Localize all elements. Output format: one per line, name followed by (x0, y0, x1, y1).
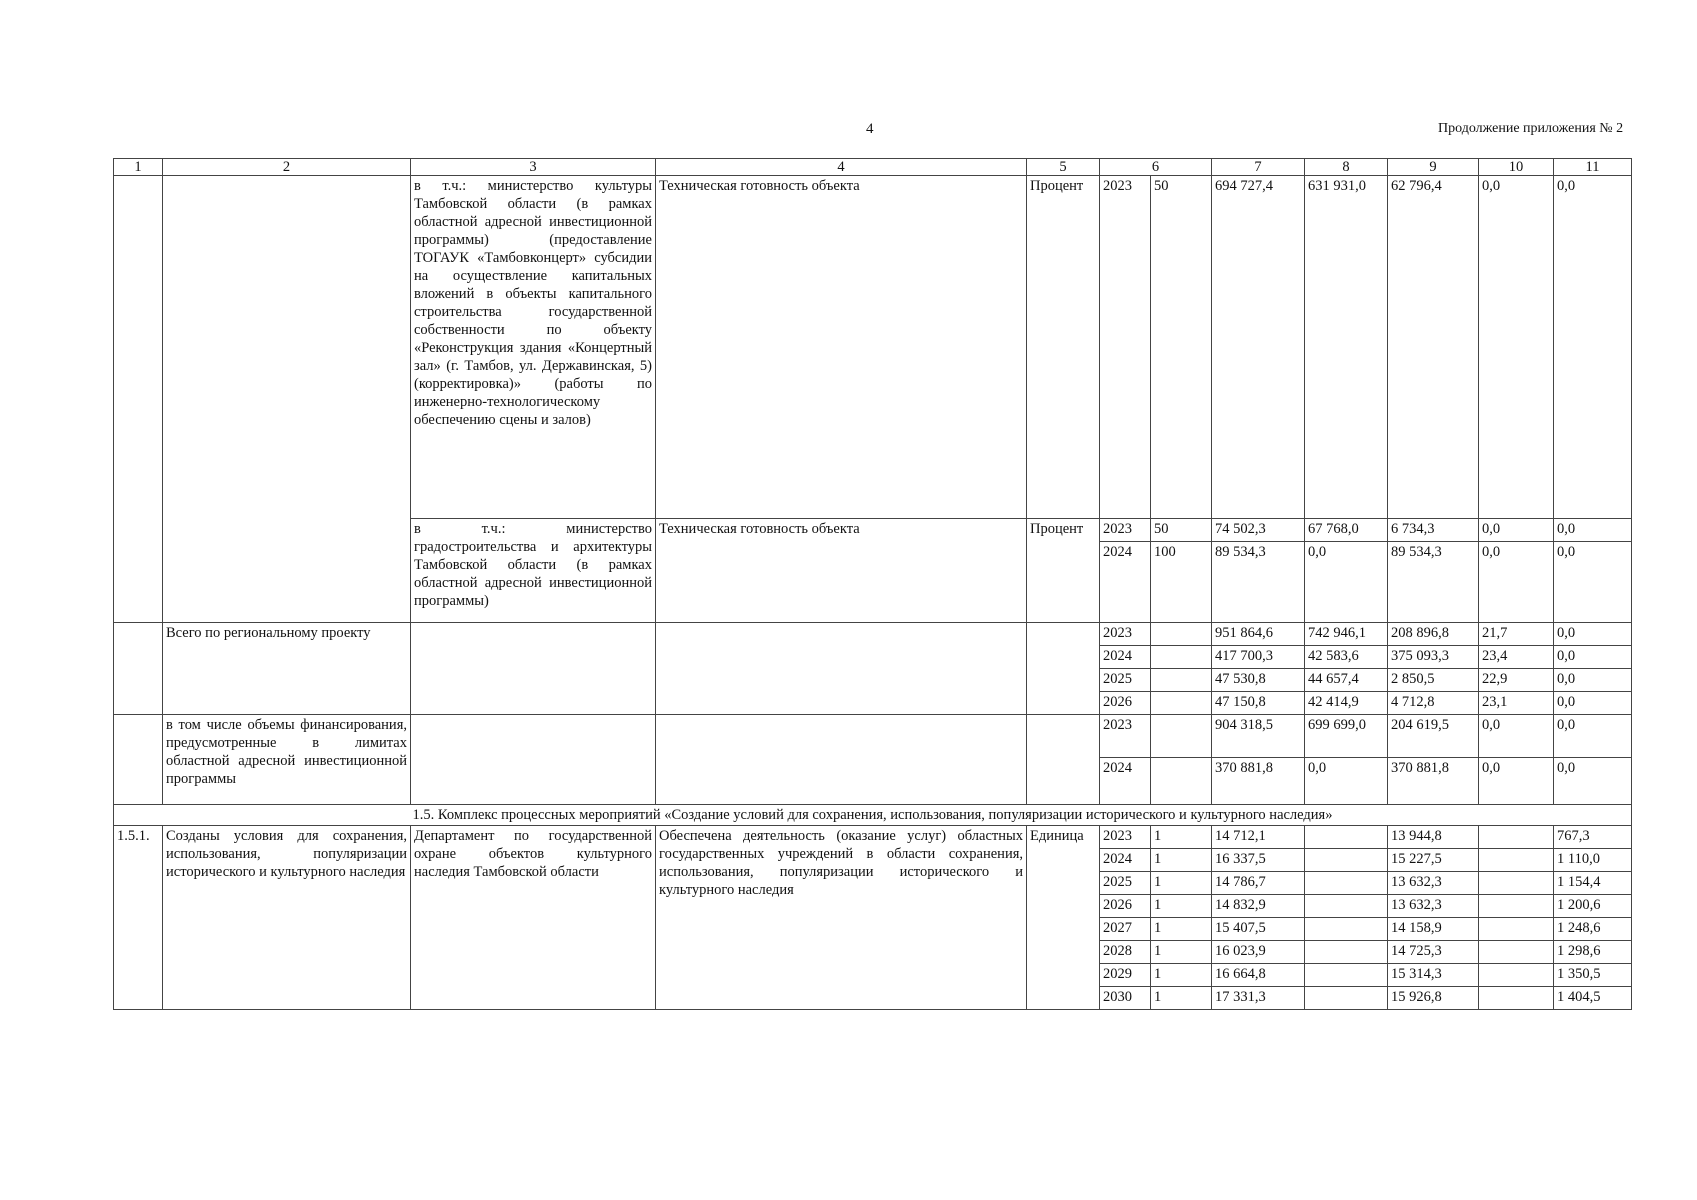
extra-cell: 0,0 (1554, 692, 1632, 715)
name-cell (163, 176, 411, 623)
regional-cell: 13 632,3 (1388, 872, 1479, 895)
year-cell: 2023 (1100, 623, 1151, 646)
total-cell: 47 530,8 (1212, 669, 1305, 692)
target-cell (1151, 669, 1212, 692)
total-label-cell: Всего по региональному проекту (163, 623, 411, 715)
federal-cell (1305, 872, 1388, 895)
header-cell: 7 (1212, 159, 1305, 176)
extra-cell: 0,0 (1554, 623, 1632, 646)
regional-cell: 4 712,8 (1388, 692, 1479, 715)
municipal-cell (1479, 941, 1554, 964)
responsible-cell (411, 623, 656, 715)
total-cell: 47 150,8 (1212, 692, 1305, 715)
regional-cell: 208 896,8 (1388, 623, 1479, 646)
total-cell: 14 786,7 (1212, 872, 1305, 895)
municipal-cell (1479, 895, 1554, 918)
year-cell: 2026 (1100, 895, 1151, 918)
header-cell: 5 (1027, 159, 1100, 176)
continuation-label: Продолжение приложения № 2 (1438, 121, 1624, 136)
year-cell: 2027 (1100, 918, 1151, 941)
header-cell: 9 (1388, 159, 1479, 176)
responsible-cell: в т.ч.: министерство культуры Тамбовской области (в рамках областной адресной инвестиционной программы) (предоставление ТОГАУК «Тамбовконцерт» субсидии на осуществление капитальных вложений в объекты капитального строительства государственной собственности по объекту «Реконструкция здания «Концертный зал» (г. Тамбов, ул. Державинская, 5) (корректировка)» (работы по инженерно-технологическому обеспечению сцены и залов) (411, 176, 656, 519)
federal-cell: 42 414,9 (1305, 692, 1388, 715)
table-row (114, 715, 1632, 758)
program-table (113, 158, 1632, 1010)
federal-cell: 44 657,4 (1305, 669, 1388, 692)
municipal-cell: 23,1 (1479, 692, 1554, 715)
year-cell: 2025 (1100, 872, 1151, 895)
total-cell: 14 712,1 (1212, 826, 1305, 849)
table-row (114, 176, 1632, 519)
regional-cell: 14 725,3 (1388, 941, 1479, 964)
header-cell: 8 (1305, 159, 1388, 176)
target-cell (1151, 758, 1212, 805)
target-cell (1151, 715, 1212, 758)
header-cell: 3 (411, 159, 656, 176)
extra-cell: 1 200,6 (1554, 895, 1632, 918)
responsible-cell: в т.ч.: министерство градостроительства и архитектуры Тамбовской области (в рамках областной адресной инвестиционной программы) (411, 519, 656, 623)
total-cell: 89 534,3 (1212, 542, 1305, 623)
indicator-cell: Техническая готовность объекта (656, 519, 1027, 623)
total-cell: 694 727,4 (1212, 176, 1305, 519)
extra-cell: 0,0 (1554, 758, 1632, 805)
incl-label-cell: в том числе объемы финансирования, предусмотренные в лимитах областной адресной инвестиционной программы (163, 715, 411, 805)
year-cell: 2024 (1100, 849, 1151, 872)
unit-cell: Процент (1027, 176, 1100, 519)
municipal-cell (1479, 872, 1554, 895)
federal-cell (1305, 987, 1388, 1010)
total-cell: 17 331,3 (1212, 987, 1305, 1010)
indicator-cell (656, 715, 1027, 805)
municipal-cell: 0,0 (1479, 519, 1554, 542)
regional-cell: 375 093,3 (1388, 646, 1479, 669)
municipal-cell (1479, 826, 1554, 849)
target-cell (1151, 646, 1212, 669)
target-cell: 50 (1151, 176, 1212, 519)
regional-cell: 370 881,8 (1388, 758, 1479, 805)
municipal-cell: 0,0 (1479, 542, 1554, 623)
federal-cell (1305, 826, 1388, 849)
regional-cell: 15 314,3 (1388, 964, 1479, 987)
extra-cell: 1 154,4 (1554, 872, 1632, 895)
year-cell: 2023 (1100, 176, 1151, 519)
federal-cell (1305, 895, 1388, 918)
regional-cell: 204 619,5 (1388, 715, 1479, 758)
extra-cell: 0,0 (1554, 519, 1632, 542)
item-title: Созданы условия для сохранения, использования, популяризации исторического и культурного наследия (163, 826, 411, 1010)
unit-cell (1027, 715, 1100, 805)
extra-cell: 1 248,6 (1554, 918, 1632, 941)
num-cell (114, 176, 163, 623)
target-cell: 1 (1151, 826, 1212, 849)
total-cell: 904 318,5 (1212, 715, 1305, 758)
total-cell: 14 832,9 (1212, 895, 1305, 918)
regional-cell: 62 796,4 (1388, 176, 1479, 519)
total-cell: 417 700,3 (1212, 646, 1305, 669)
year-cell: 2024 (1100, 758, 1151, 805)
target-cell: 1 (1151, 987, 1212, 1010)
municipal-cell (1479, 987, 1554, 1010)
unit-cell: Единица (1027, 826, 1100, 1010)
municipal-cell (1479, 849, 1554, 872)
federal-cell: 742 946,1 (1305, 623, 1388, 646)
num-cell (114, 623, 163, 715)
total-cell: 74 502,3 (1212, 519, 1305, 542)
municipal-cell: 0,0 (1479, 758, 1554, 805)
extra-cell: 0,0 (1554, 542, 1632, 623)
header-cell: 11 (1554, 159, 1632, 176)
target-cell (1151, 623, 1212, 646)
target-cell: 1 (1151, 918, 1212, 941)
total-cell: 15 407,5 (1212, 918, 1305, 941)
target-cell: 100 (1151, 542, 1212, 623)
responsible-cell: Департамент по государственной охране объектов культурного наследия Тамбовской области (411, 826, 656, 1010)
regional-cell: 6 734,3 (1388, 519, 1479, 542)
total-cell: 16 023,9 (1212, 941, 1305, 964)
municipal-cell (1479, 918, 1554, 941)
total-cell: 16 337,5 (1212, 849, 1305, 872)
extra-cell: 1 404,5 (1554, 987, 1632, 1010)
target-cell: 1 (1151, 895, 1212, 918)
year-cell: 2028 (1100, 941, 1151, 964)
target-cell (1151, 692, 1212, 715)
extra-cell: 0,0 (1554, 646, 1632, 669)
responsible-cell (411, 715, 656, 805)
year-cell: 2023 (1100, 519, 1151, 542)
regional-cell: 2 850,5 (1388, 669, 1479, 692)
target-cell: 1 (1151, 872, 1212, 895)
year-cell: 2024 (1100, 542, 1151, 623)
extra-cell: 0,0 (1554, 669, 1632, 692)
federal-cell: 67 768,0 (1305, 519, 1388, 542)
regional-cell: 13 632,3 (1388, 895, 1479, 918)
unit-cell (1027, 623, 1100, 715)
item-number: 1.5.1. (114, 826, 163, 1010)
page-number: 4 (866, 121, 874, 137)
header-cell: 2 (163, 159, 411, 176)
table-row (114, 623, 1632, 646)
year-cell: 2023 (1100, 826, 1151, 849)
year-cell: 2026 (1100, 692, 1151, 715)
municipal-cell (1479, 964, 1554, 987)
year-cell: 2024 (1100, 646, 1151, 669)
header-cell: 4 (656, 159, 1027, 176)
federal-cell: 699 699,0 (1305, 715, 1388, 758)
federal-cell (1305, 964, 1388, 987)
target-cell: 1 (1151, 964, 1212, 987)
table-row (114, 826, 1632, 849)
total-cell: 951 864,6 (1212, 623, 1305, 646)
extra-cell: 1 110,0 (1554, 849, 1632, 872)
header-cell: 10 (1479, 159, 1554, 176)
year-cell: 2025 (1100, 669, 1151, 692)
federal-cell: 631 931,0 (1305, 176, 1388, 519)
header-row (114, 159, 1632, 176)
extra-cell: 1 350,5 (1554, 964, 1632, 987)
municipal-cell: 21,7 (1479, 623, 1554, 646)
federal-cell (1305, 941, 1388, 964)
year-cell: 2023 (1100, 715, 1151, 758)
extra-cell: 1 298,6 (1554, 941, 1632, 964)
year-cell: 2030 (1100, 987, 1151, 1010)
federal-cell (1305, 849, 1388, 872)
indicator-cell: Техническая готовность объекта (656, 176, 1027, 519)
indicator-cell (656, 623, 1027, 715)
extra-cell: 0,0 (1554, 176, 1632, 519)
extra-cell: 0,0 (1554, 715, 1632, 758)
regional-cell: 13 944,8 (1388, 826, 1479, 849)
extra-cell: 767,3 (1554, 826, 1632, 849)
target-cell: 1 (1151, 849, 1212, 872)
table-row (114, 805, 1632, 826)
federal-cell: 0,0 (1305, 758, 1388, 805)
num-cell (114, 715, 163, 805)
regional-cell: 15 227,5 (1388, 849, 1479, 872)
year-cell: 2029 (1100, 964, 1151, 987)
federal-cell (1305, 918, 1388, 941)
municipal-cell: 0,0 (1479, 715, 1554, 758)
section-title: 1.5. Комплекс процессных мероприятий «Создание условий для сохранения, использования, популяризации исторического и культурного наследия» (114, 805, 1632, 826)
federal-cell: 42 583,6 (1305, 646, 1388, 669)
regional-cell: 15 926,8 (1388, 987, 1479, 1010)
total-cell: 16 664,8 (1212, 964, 1305, 987)
regional-cell: 14 158,9 (1388, 918, 1479, 941)
target-cell: 1 (1151, 941, 1212, 964)
target-cell: 50 (1151, 519, 1212, 542)
regional-cell: 89 534,3 (1388, 542, 1479, 623)
municipal-cell: 22,9 (1479, 669, 1554, 692)
municipal-cell: 23,4 (1479, 646, 1554, 669)
unit-cell: Процент (1027, 519, 1100, 623)
header-cell: 6 (1100, 159, 1212, 176)
total-cell: 370 881,8 (1212, 758, 1305, 805)
indicator-cell: Обеспечена деятельность (оказание услуг) областных государственных учреждений в области сохранения, использования, популяризации исторического и культурного наследия (656, 826, 1027, 1010)
header-cell: 1 (114, 159, 163, 176)
federal-cell: 0,0 (1305, 542, 1388, 623)
municipal-cell: 0,0 (1479, 176, 1554, 519)
